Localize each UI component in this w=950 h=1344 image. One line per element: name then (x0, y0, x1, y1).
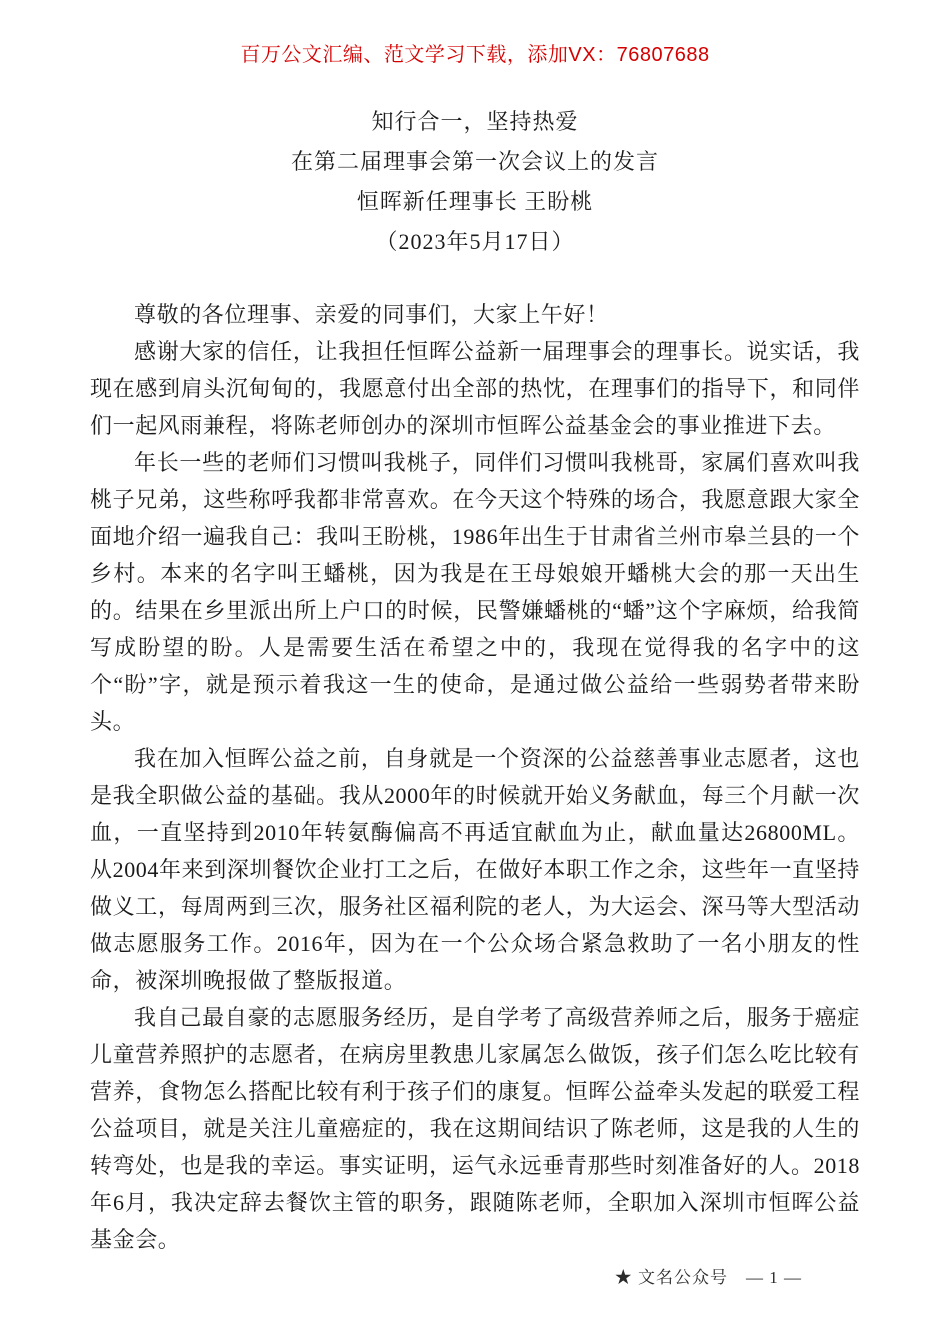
paragraph-volunteer-history: 我在加入恒晖公益之前，自身就是一个资深的公益慈善事业志愿者，这也是我全职做公益的基础。我从2000年的时候就开始义务献血，每三个月献一次血，一直坚持到2010年转氨酶偏高不再适宜献血为止，献血量达26800ML。从2004年来到深圳餐饮企业打工之后，在做好本职工作之余，这些年一直坚持做义工，每周两到三次，服务社区福利院的老人，为大运会、深马等大型活动做志愿服务工作。2016年，因为在一个公众场合紧急救助了一名小朋友的性命，被深圳晚报做了整版报道。 (90, 746, 860, 993)
page-footer (615, 1263, 802, 1288)
paragraph-self-introduction: 年长一些的老师们习惯叫我桃子，同伴们习惯叫我桃哥，家属们喜欢叫我桃子兄弟，这些称呼我都非常喜欢。在今天这个特殊的场合，我愿意跟大家全面地介绍一遍我自己：我叫王盼桃，1986年出生于甘肃省兰州市皋兰县的一个乡村。本来的名字叫王蟠桃，因为我是在王母娘娘开蟠桃大会的那一天出生的。结果在乡里派出所上户口的时候，民警嫌蟠桃的“蟠”这个字麻烦，给我简写成盼望的盼。人是需要生活在希望之中的，我现在觉得我的名字中的这个“盼”字，就是预示着我这一生的使命，是通过做公益给一些弱势者带来盼头。 (90, 450, 860, 734)
doc-author: 恒晖新任理事长 王盼桃 (356, 189, 594, 214)
paragraph-proudest-experience: 我自己最自豪的志愿服务经历，是自学考了高级营养师之后，服务于癌症儿童营养照护的志愿者，在病房里教患儿家属怎么做饭，孩子们怎么吃比较有营养，食物怎么搭配比较有利于孩子们的康复。恒晖公益牵头发起的联爱工程公益项目，就是关注儿童癌症的，我在这期间结识了陈老师，这是我的人生的转弯处，也是我的幸运。事实证明，运气永远垂青那些时刻准备好的人。2018年6月，我决定辞去餐饮主管的职务，跟随陈老师，全职加入深圳市恒晖公益基金会。 (90, 1005, 860, 1252)
doc-title: 知行合一，坚持热爱 (371, 109, 579, 134)
paragraph-greeting: 尊敬的各位理事、亲爱的同事们，大家上午好！ (134, 302, 609, 327)
footer-account-label: ★ 文名公众号 (614, 1268, 728, 1287)
doc-date: （2023年5月17日） (375, 229, 575, 254)
document-body (90, 296, 860, 1258)
page-number: — 1 — (746, 1268, 802, 1287)
paragraph-thanks: 感谢大家的信任，让我担任恒晖公益新一届理事会的理事长。说实话，我现在感到肩头沉甸甸的，我愿意付出全部的热忱，在理事们的指导下，和同伴们一起风雨兼程，将陈老师创办的深圳市恒晖公益基金会的事业推进下去。 (90, 339, 860, 438)
header-notice: 百万公文汇编、范文学习下载，添加VX：76807688 (240, 44, 710, 66)
title-block (90, 102, 860, 262)
doc-subtitle: 在第二届理事会第一次会议上的发言 (290, 149, 659, 174)
